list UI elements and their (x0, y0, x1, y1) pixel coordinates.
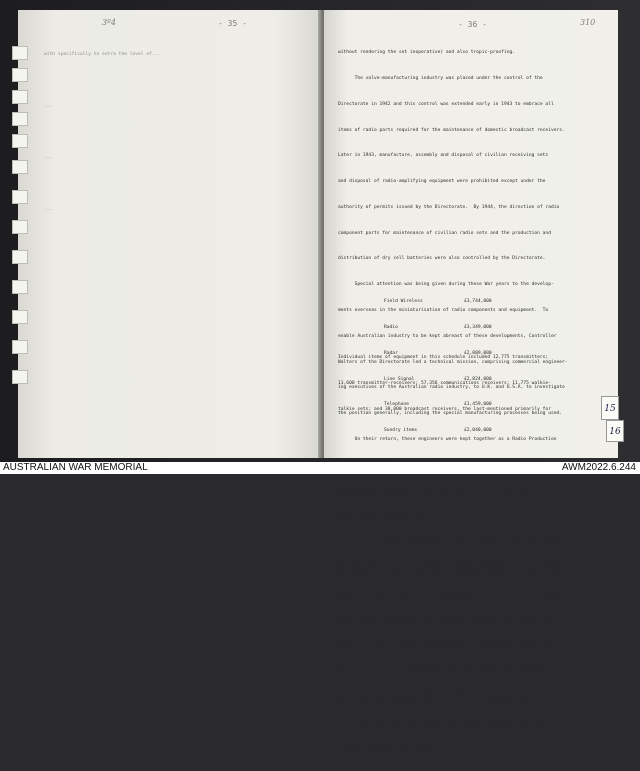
text-line: with specifically to extra the level of... (44, 52, 161, 58)
schedule-value: £2,824,000 (464, 376, 492, 382)
text-line: authority of permits issued by the Directorate. By 1944, the direction of radio (338, 204, 560, 210)
text-line: By mid-1945, there were still 131 projects current with the Directorate, (338, 540, 554, 546)
text-line: the position generally, including the special manufacturing processes being used. (338, 411, 563, 417)
text-line: talkie sets; and 38,000 broadcast receivers, the last-mentioned primarily for (338, 406, 551, 412)
left-page (18, 10, 322, 458)
text-line: On their return, these engineers were kept together as a Radio Production (338, 436, 557, 442)
text-line: months later but only to those who had been making such equipment when the War (338, 668, 554, 674)
text-line: New orders valued at around £250,000 a month were still coming in. Manufacturers (338, 591, 563, 597)
text-line: encountered by the industry and to assist in fixing the solutions so far as (338, 488, 546, 494)
text-line: and disposal of radio-amplifying equipment were prohibited except under the (338, 179, 546, 185)
text-line: 11,600 transmitter-receivers; 57,356 communications receivers; 11,775 walkie- (338, 380, 551, 386)
accession-number: AWM2022.6.244 (561, 462, 636, 473)
schedule-label: Line Signal (384, 376, 415, 382)
text-line (44, 129, 312, 138)
page-tab (12, 68, 28, 82)
text-line: Directorate in 1942 and this control was extended early in 1943 to embrace all (338, 101, 554, 107)
text-line: ing executives of the Australian radio industry, to U.K. and U.S.A. to investigate (338, 385, 565, 391)
text-line: Defence contracts were concerned. (338, 514, 430, 520)
page-tab (12, 190, 28, 204)
text-line: valued at £13,578,000, as follows :- (338, 746, 438, 752)
text-line: The valve-manufacturing industry was placed under the control of the (338, 75, 543, 81)
text-line: ... (44, 155, 53, 161)
text-line: without rendering the set inoperative) and also tropic-proofing. (338, 50, 516, 56)
archive-footer (0, 462, 640, 474)
text-line: began. Concurrently, orders totalling £2,750,000 in value were cancelled. (338, 694, 543, 700)
schedule-value: £3,349,000 (464, 324, 492, 330)
text-line: ... (44, 103, 53, 109)
text-line: Special attention was being given during these War years to the develop- (338, 282, 554, 288)
text-line: distribution of dry cell batteries were also controlled by the Directorate. (338, 256, 546, 262)
page-tab (12, 46, 28, 60)
schedule-value: £1,459,000 (464, 402, 492, 408)
page-tab (12, 90, 28, 104)
page-tab (12, 370, 28, 384)
text-line: items of radio parts required for the maintenance of domestic broadcast receivers. (338, 127, 565, 133)
schedule-value: £3,744,000 (464, 299, 492, 305)
text-line: enable Australian industry to be kept abreast of these developments, Controller (338, 333, 557, 339)
text-line: component parts for maintenance of civilian radio sets and the production and (338, 230, 551, 236)
text-line (44, 180, 312, 189)
text-line: with outstandings valued at £5,850,000 and deliveries averaging £400,000 a month. (338, 565, 563, 571)
left-page-body (44, 34, 312, 232)
text-line: Individual items of equipment in this schedule included 12,775 transmitters; (338, 355, 549, 361)
page-tab (12, 160, 28, 174)
schedule-label: Radio (384, 324, 398, 330)
page-tab (12, 250, 28, 264)
left-typed-page-number: - 35 - (218, 19, 247, 28)
text-line: ... (44, 206, 53, 212)
text-line: Later in 1943, manufacture, assembly and disposal of civilian receiving sets (338, 153, 549, 159)
schedule-label: Field Wireless (384, 299, 423, 305)
page-sticker-upper: 15 (601, 396, 619, 420)
schedule-value: £2,089,000 (464, 350, 492, 356)
schedule-label: Telephone (384, 402, 409, 408)
text-line: Walters of the Directorate led a technical mission, comprising commercial engineer- (338, 359, 568, 365)
schedule-row (384, 324, 544, 333)
page-tab (12, 280, 28, 294)
text-line (44, 77, 312, 86)
right-page-closing (338, 337, 594, 432)
text-line: Deliveries of equipment for which the Directorate was responsible were (338, 720, 549, 726)
text-line: receivers for the civilian market and this was granted when the War ended two (338, 643, 551, 649)
page-sticker-lower: 16 (606, 420, 624, 442)
text-line: were, however, pressing strongly for permission to resume production of broadcast (338, 617, 563, 623)
page-tab (12, 134, 28, 148)
schedule-value: £2,040,000 (464, 428, 492, 434)
right-handwritten-page-number: 310 (580, 18, 596, 27)
schedule-label: Radar (384, 350, 398, 356)
text-line: ments overseas in the miniaturisation of radio components and equipment. To (338, 308, 549, 313)
page-tab (12, 220, 28, 234)
schedule-row (384, 298, 544, 307)
page-tab (12, 340, 28, 354)
schedule-label: Sundry items (384, 428, 418, 434)
institution-credit: AUSTRALIAN WAR MEMORIAL (3, 462, 148, 473)
right-typed-page-number: - 36 - (458, 20, 487, 29)
page-tab (12, 112, 28, 126)
page-tab (12, 310, 28, 324)
left-handwritten-page-number: 3º4 (102, 18, 116, 27)
